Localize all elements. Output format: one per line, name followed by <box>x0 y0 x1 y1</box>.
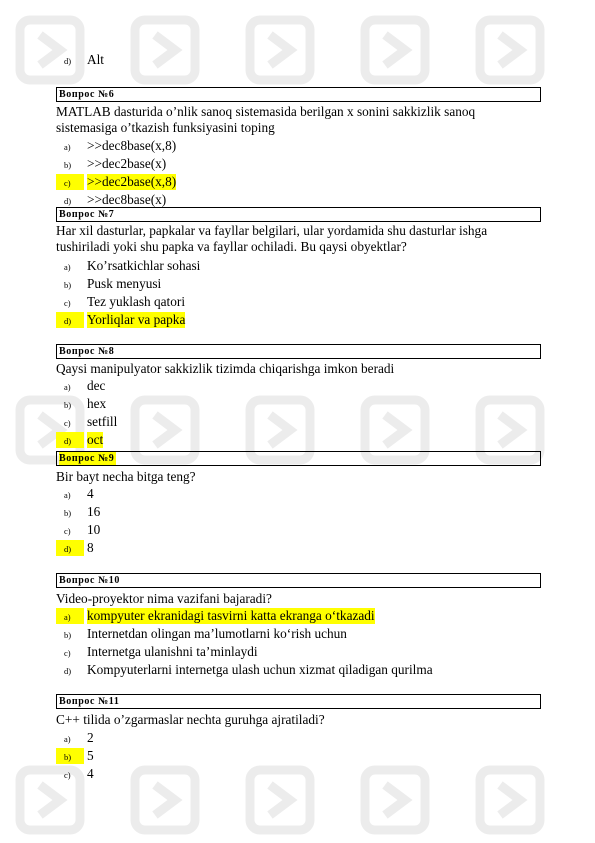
option-text: 2 <box>87 730 94 745</box>
option-letter: c) <box>64 418 71 428</box>
question-header: Вопрос №7 <box>56 207 541 222</box>
question-header: Вопрос №11 <box>56 694 541 709</box>
question-header: Вопрос №6 <box>56 87 541 102</box>
option-letter: d) <box>64 196 72 206</box>
option-letter: d) <box>64 666 72 676</box>
option-letter: a) <box>56 608 84 624</box>
option-text-correct: Yorliqlar va papka <box>87 312 186 327</box>
option-text: 16 <box>87 504 101 519</box>
list-item <box>56 608 536 624</box>
option-text: Internetga ulanishni ta’minlaydi <box>87 644 258 659</box>
option-text-correct: 5 <box>87 748 94 763</box>
option-text: 4 <box>87 766 94 781</box>
option-text: >>dec2base(x) <box>87 156 167 171</box>
question-text: Video-proyektor nima vazifani bajaradi? <box>56 591 272 606</box>
list-item <box>56 294 536 310</box>
option-text: >>dec8base(x) <box>87 192 167 207</box>
option-letter: b) <box>64 280 72 290</box>
option-letter: b) <box>64 400 72 410</box>
option-text: Internetdan olingan ma’lumotlarni ko‘rish uchun <box>87 626 347 641</box>
question-text: Har xil dasturlar, papkalar va fayllar belgilari, ular yordamida shu dasturlar ishga tushiriladi yoki shu papka va fayllar ochiladi. Bu qaysi obyektlar? <box>56 223 488 254</box>
option-letter: b) <box>64 630 72 640</box>
option-letter: a) <box>64 142 71 152</box>
list-item <box>56 644 536 660</box>
list-item <box>56 766 536 782</box>
list-item <box>56 192 536 208</box>
option-text: Pusk menyusi <box>87 276 162 291</box>
option-letter: c) <box>64 298 71 308</box>
option-text-correct: oct <box>87 432 104 447</box>
option-letter: c) <box>56 174 84 190</box>
option-text: dec <box>87 378 106 393</box>
question-header: Вопрос №8 <box>56 344 541 359</box>
list-item <box>56 258 536 274</box>
option-text: setfill <box>87 414 118 429</box>
option-letter: b) <box>64 508 72 518</box>
option-text: >>dec8base(x,8) <box>87 138 177 153</box>
option-letter: d) <box>56 432 84 448</box>
option-letter: a) <box>64 262 71 272</box>
list-item <box>56 276 536 292</box>
option-letter: d) <box>56 312 84 328</box>
option-letter: c) <box>64 770 71 780</box>
question-text: MATLAB dasturida o’nlik sanoq sistemasida berilgan x sonini sakkizlik sanoq sistemasiga o’tkazish funksiyasini toping <box>56 104 476 135</box>
list-item <box>56 156 536 172</box>
list-item <box>56 662 536 678</box>
option-letter: b) <box>56 748 84 764</box>
option-letter: b) <box>64 160 72 170</box>
option-text: Tez yuklash qatori <box>87 294 186 309</box>
list-item <box>56 504 536 520</box>
option-text: Kompyuterlarni internetga ulash uchun xizmat qiladigan qurilma <box>87 662 433 677</box>
list-item <box>56 522 536 538</box>
option-letter: a) <box>64 382 71 392</box>
list-item <box>56 414 536 430</box>
option-text: 4 <box>87 486 94 501</box>
list-item <box>56 138 536 154</box>
option-letter: c) <box>64 648 71 658</box>
list-item <box>56 748 536 764</box>
option-text-correct: 8 <box>87 540 94 555</box>
option-text-correct: kompyuter ekranidagi tasvirni katta ekranga o‘tkazadi <box>87 608 375 623</box>
list-item <box>56 730 536 746</box>
list-item <box>56 174 536 190</box>
option-letter: a) <box>64 490 71 500</box>
question-text: C++ tilida o’zgarmaslar nechta guruhga ajratiladi? <box>56 712 325 727</box>
list-item <box>56 540 536 556</box>
list-item <box>56 378 536 394</box>
list-item <box>56 486 536 502</box>
list-item <box>56 626 536 642</box>
option-text: Ko’rsatkichlar sohasi <box>87 258 201 273</box>
option-text: Alt <box>87 52 104 67</box>
list-item <box>56 52 536 68</box>
list-item <box>56 432 536 448</box>
question-text: Bir bayt necha bitga teng? <box>56 469 196 484</box>
list-item <box>56 312 536 328</box>
option-letter: d) <box>64 56 72 66</box>
question-header: Вопрос №10 <box>56 573 541 588</box>
option-text: hex <box>87 396 107 411</box>
question-text: Qaysi manipulyator sakkizlik tizimda chiqarishga imkon beradi <box>56 361 395 376</box>
option-text-correct: >>dec2base(x,8) <box>87 174 177 189</box>
option-letter: c) <box>64 526 71 536</box>
list-item <box>56 396 536 412</box>
question-header: Вопрос №9 <box>56 451 541 466</box>
option-letter: a) <box>64 734 71 744</box>
option-text: 10 <box>87 522 101 537</box>
option-letter: d) <box>56 540 84 556</box>
